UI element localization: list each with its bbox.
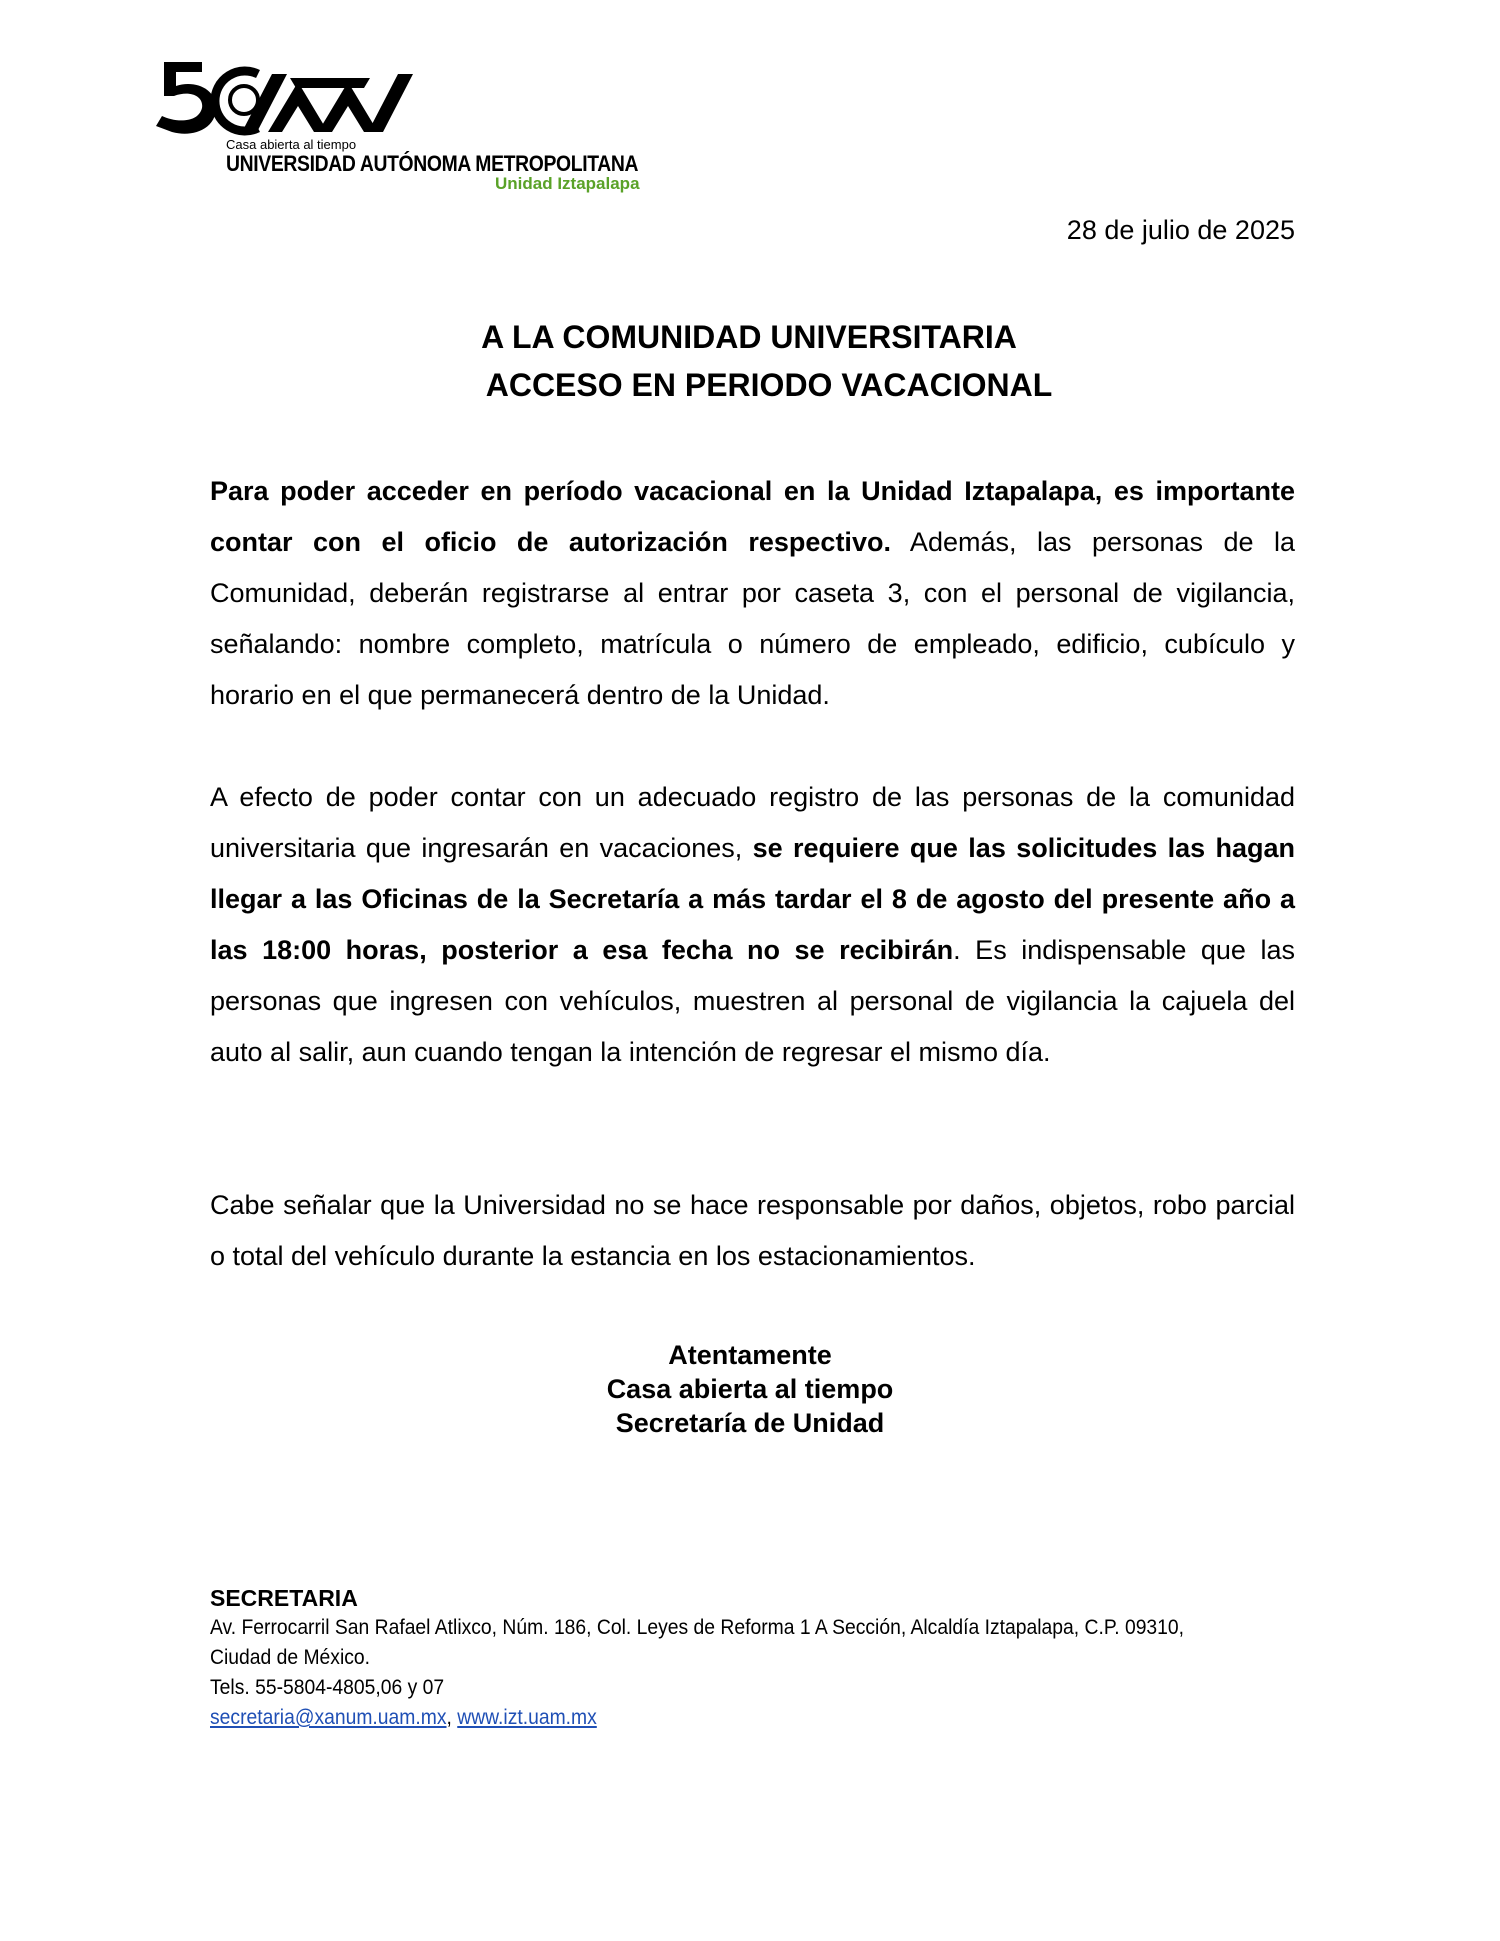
paragraph-liability-disclaimer — [210, 1180, 1295, 1282]
closing-signature — [0, 1338, 1500, 1440]
footer-address-line-2: Ciudad de México. — [210, 1646, 371, 1669]
university-logo — [150, 52, 670, 202]
email-link[interactable]: secretaria@xanum.uam.mx — [210, 1706, 447, 1729]
document-date: 28 de julio de 2025 — [1066, 215, 1295, 245]
paragraph-2-text-start: A efecto de poder contar con un adecuado registro de las personas de la comunidad universitaria que ingresarán en vacaciones, — [210, 782, 1295, 863]
footer-contact — [210, 1583, 1310, 1733]
title-line-1: A LA COMUNIDAD UNIVERSITARIA — [481, 319, 1017, 355]
unit-name: Unidad Iztapalapa — [495, 174, 640, 193]
paragraph-1-text: Además, las personas de la Comunidad, deberán registrarse al entrar por caseta 3, con el personal de vigilancia, señalando: nombre completo, matrícula o número de empleado, edificio, cubículo y horario en el que permanecerá dentro de la Unidad. — [210, 527, 1295, 710]
uam-50-logo-icon — [150, 52, 490, 142]
footer-heading: SECRETARIA — [210, 1585, 358, 1611]
website-link[interactable]: www.izt.uam.mx — [457, 1706, 597, 1729]
paragraph-2-text-end: . Es indispensable que las personas que ingresen con vehículos, muestren al personal de vigilancia la cajuela del auto al salir, aun cuando tengan la intención de regresar el mismo día. — [210, 935, 1295, 1067]
paragraph-3-text: Cabe señalar que la Universidad no se hace responsable por daños, objetos, robo parcial o total del vehículo durante la estancia en los estacionamientos. — [210, 1190, 1295, 1271]
closing-line-2: Casa abierta al tiempo — [606, 1374, 894, 1404]
closing-line-3: Secretaría de Unidad — [615, 1408, 885, 1438]
title-line-2: ACCESO EN PERIODO VACACIONAL — [485, 367, 1053, 403]
paragraph-access-requirements — [210, 466, 1295, 721]
footer-address-line-1: Av. Ferrocarril San Rafael Atlixco, Núm. 186, Col. Leyes de Reforma 1 A Sección, Alcaldía Iztapalapa, C.P. 09310, — [210, 1616, 1185, 1639]
paragraph-2-bold: se requiere que las solicitudes las hagan llegar a las Oficinas de la Secretaría a más tardar el 8 de agosto del presente año a las 18:00 horas, posterior a esa fecha no se recibirán — [210, 833, 1295, 965]
paragraph-1-bold: Para poder acceder en período vacacional en la Unidad Iztapalapa, es importante contar con el oficio de autorización respectivo. — [210, 476, 1295, 557]
link-separator: , — [446, 1706, 458, 1729]
footer-phones: Tels. 55-5804-4805,06 y 07 — [210, 1676, 445, 1699]
logo-tagline: Casa abierta al tiempo — [226, 137, 357, 152]
paragraph-registration-deadline — [210, 772, 1295, 1078]
footer-links — [210, 1703, 1222, 1733]
document-title — [0, 313, 1500, 409]
university-name: UNIVERSIDAD AUTÓNOMA METROPOLITANA — [226, 151, 639, 176]
closing-line-1: Atentamente — [668, 1340, 832, 1370]
